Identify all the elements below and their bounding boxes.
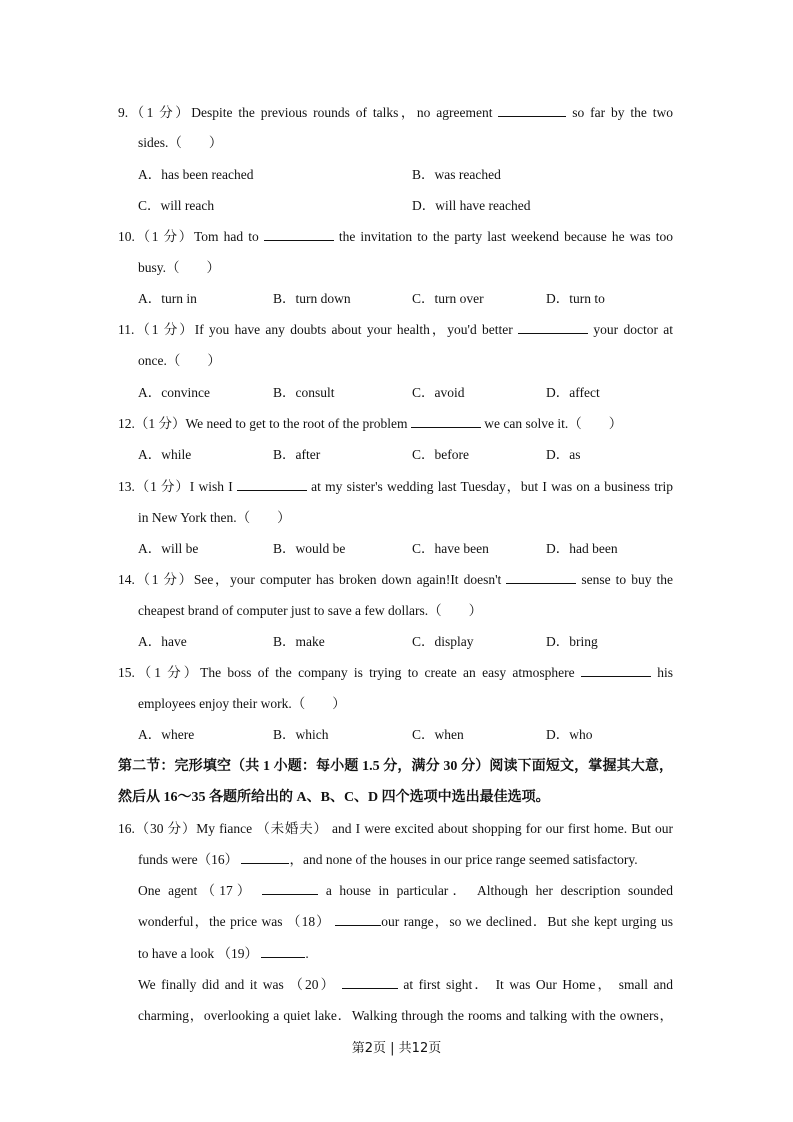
q15-option-d: D．who — [546, 727, 593, 742]
q13-option-b: B．would be — [273, 541, 346, 556]
q13-text-cont: at my sister's wedding last Tuesday，but I was on a business trip — [311, 479, 674, 494]
q14-option-a: A．have — [138, 634, 187, 649]
q15-text-cont: his — [657, 665, 674, 680]
q12-option-c: C．before — [412, 447, 469, 462]
q14-option-b: B．make — [273, 634, 325, 649]
answer-blank — [498, 104, 566, 117]
q11-text: 11.（1 分）If you have any doubts about your health，you'd better — [118, 322, 513, 337]
passage-text: . — [305, 946, 309, 961]
passage-text: ，and none of the houses in our price range seemed satisfactory. — [289, 852, 638, 867]
q15-text: 15.（1 分）The boss of the company is trying to create an easy atmosphere — [118, 665, 575, 680]
q10-text-cont: the invitation to the party last weekend because he was too — [338, 229, 674, 244]
q9-option-d: D．will have reached — [412, 198, 531, 213]
q10-stem — [118, 228, 673, 246]
q13-option-c: C．have been — [412, 541, 489, 556]
answer-blank — [264, 228, 334, 241]
section-heading-line-1: 第二节：完形填空（共 1 小题：每小题 1.5 分，满分 30 分）阅读下面短文，掌握其大意， — [118, 759, 673, 774]
q9-option-c: C．will reach — [138, 198, 215, 213]
q14-stem-2: cheapest brand of computer just to save a few dollars.（ ） — [138, 603, 483, 618]
q12-text: 12.（1 分）We need to get to the root of the problem — [118, 416, 408, 431]
q9-option-a: A．has been reached — [138, 167, 254, 182]
q15-stem-2: employees enjoy their work.（ ） — [138, 696, 346, 711]
q9-option-b: B．was reached — [412, 167, 501, 182]
q11-option-b: B．consult — [273, 385, 335, 400]
q12-stem — [118, 415, 622, 433]
q13-option-a: A．will be — [138, 541, 199, 556]
q15-option-b: B．which — [273, 727, 329, 742]
q10-text: 10.（1 分）Tom had to — [118, 229, 259, 244]
q15-option-c: C．when — [412, 727, 464, 742]
passage-text: our range，so we declined．But she kept urging us — [381, 914, 674, 929]
answer-blank — [506, 571, 576, 584]
q14-stem — [118, 571, 673, 589]
q16-line-5 — [138, 945, 309, 963]
q10-option-b: B．turn down — [273, 291, 351, 306]
passage-text: funds were（16） — [138, 852, 239, 867]
passage-text: wonderful，the price was （18） — [138, 914, 331, 929]
passage-text: at first sight． It was Our Home， small and — [403, 977, 674, 992]
q11-option-a: A．convince — [138, 385, 210, 400]
passage-text: One agent（17） — [138, 883, 255, 898]
blank-19 — [261, 945, 305, 958]
blank-16 — [241, 851, 289, 864]
q10-option-a: A．turn in — [138, 291, 197, 306]
q15-stem — [118, 664, 673, 682]
q10-option-c: C．turn over — [412, 291, 484, 306]
q12-option-d: D．as — [546, 447, 581, 462]
answer-blank — [581, 664, 651, 677]
q13-stem — [118, 478, 673, 496]
q10-option-d: D．turn to — [546, 291, 605, 306]
q14-text-cont: sense to buy the — [581, 572, 674, 587]
q14-option-d: D．bring — [546, 634, 598, 649]
q16-line-4 — [138, 913, 673, 931]
q15-option-a: A．where — [138, 727, 195, 742]
answer-blank — [237, 478, 307, 491]
blank-17 — [262, 882, 318, 895]
q9-text: 9.（1 分）Despite the previous rounds of talks，no agreement — [118, 105, 493, 120]
q9-text-cont: so far by the two — [572, 105, 674, 120]
q14-option-c: C．display — [412, 634, 474, 649]
q16-line-2 — [138, 851, 638, 869]
q13-option-d: D．had been — [546, 541, 618, 556]
q16-line-6 — [138, 976, 673, 994]
q11-text-cont: your doctor at — [593, 322, 674, 337]
q13-stem-2: in New York then.（ ） — [138, 510, 291, 525]
q9-stem — [118, 104, 673, 122]
q9-stem-2: sides.（ ） — [138, 135, 223, 150]
q12-option-a: A．while — [138, 447, 192, 462]
section-heading-line-2: 然后从 16～35 各题所给出的 A、B、C、D 四个选项中选出最佳选项。 — [118, 790, 550, 805]
q16-line-7: charming，overlooking a quiet lake．Walking through the rooms and talking with the owners， — [138, 1008, 673, 1023]
blank-18 — [335, 913, 381, 926]
passage-text: We finally did and it was （20） — [138, 977, 337, 992]
q12-text-cont: we can solve it.（ ） — [484, 416, 623, 431]
passage-text: to have a look （19） — [138, 946, 258, 961]
passage-text: a house in particular． Although her description sounded — [325, 883, 674, 898]
q11-option-d: D．affect — [546, 385, 600, 400]
q16-line-3 — [138, 882, 673, 900]
answer-blank — [411, 415, 481, 428]
blank-20 — [342, 976, 398, 989]
page-footer: 第2页 | 共12页 — [351, 1041, 442, 1056]
q12-option-b: B．after — [273, 447, 321, 462]
q13-text: 13.（1 分）I wish I — [118, 479, 233, 494]
q16-line-1: 16.（30 分）My fiance （未婚夫） and I were excited about shopping for our first home. But our — [118, 821, 673, 836]
q11-stem-2: once.（ ） — [138, 353, 221, 368]
q10-stem-2: busy.（ ） — [138, 260, 221, 275]
answer-blank — [518, 321, 588, 334]
q11-option-c: C．avoid — [412, 385, 465, 400]
q14-text: 14.（1 分）See，your computer has broken down again!It doesn't — [118, 572, 502, 587]
q11-stem — [118, 321, 673, 339]
